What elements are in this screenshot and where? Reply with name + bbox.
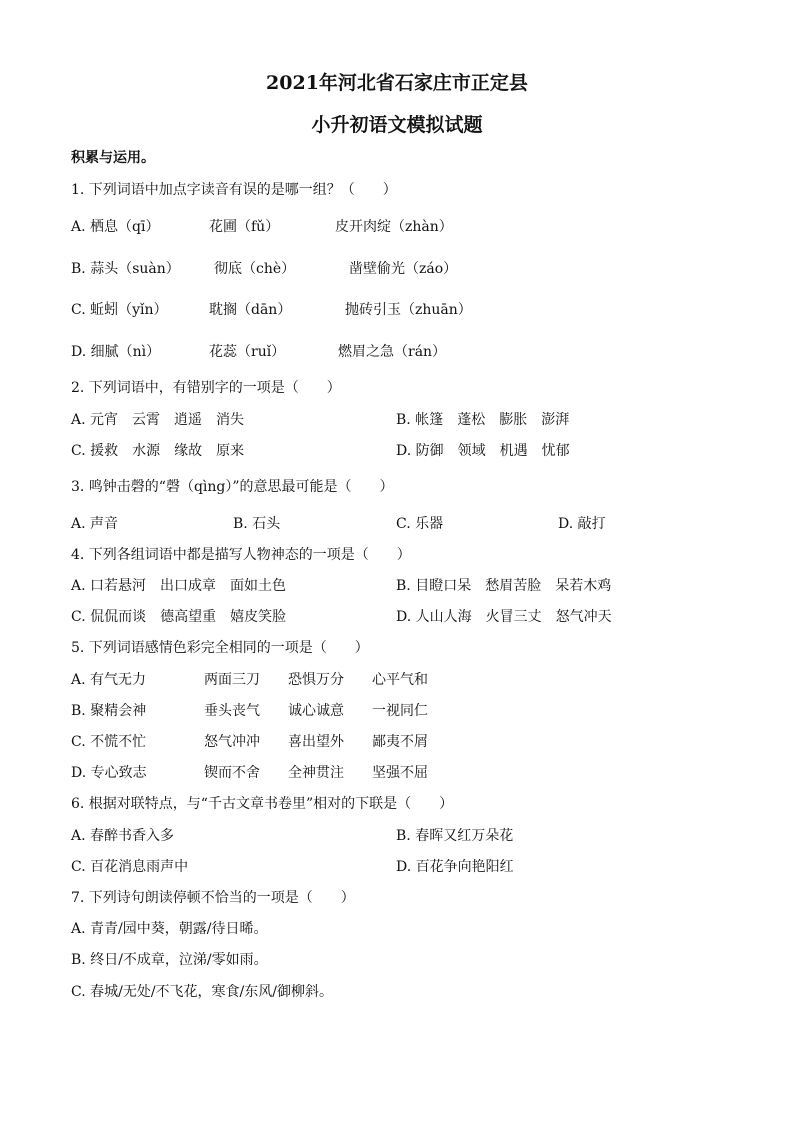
q5-option-c: C. 不慌不忙 (71, 734, 147, 750)
q5-option-c-word2: 怒气冲冲 (204, 734, 260, 750)
question-4-stem: 4. 下列各组词语中都是描写人物神态的一项是（ ） (71, 547, 411, 563)
q7-option-b: B. 终日/不成章，泣涕/零如雨。 (71, 952, 268, 968)
q5-option-d: D. 专心致志 (71, 765, 147, 781)
q1-option-d-word3: 燃眉之急（rán） (338, 344, 447, 360)
q3-option-a: A. 声音 (71, 516, 119, 532)
q2-option-c: C. 援救 水源 缘故 原来 (71, 443, 245, 459)
q5-option-a-word3: 恐惧万分 (288, 672, 344, 688)
question-3-stem: 3. 鸣钟击磬的“磬（qìng）”的意思最可能是（ ） (71, 479, 394, 495)
q5-option-a-word2: 两面三刀 (204, 672, 260, 688)
q5-option-d-word4: 坚强不屈 (372, 765, 428, 781)
q4-option-b: B. 目瞪口呆 愁眉苦脸 呆若木鸡 (396, 578, 612, 594)
q7-option-a: A. 青青/园中葵，朝露/待日晞。 (71, 921, 268, 937)
q2-option-d: D. 防御 领域 机遇 忧郁 (396, 443, 570, 459)
section-heading: 积累与运用。 (71, 150, 155, 166)
q3-option-c: C. 乐器 (396, 516, 444, 532)
question-5-stem: 5. 下列词语感情色彩完全相同的一项是（ ） (71, 640, 369, 656)
q1-option-a-word3: 皮开肉绽（zhàn） (335, 219, 453, 235)
q5-option-b-word4: 一视同仁 (372, 703, 428, 719)
q5-option-a-word4: 心平气和 (372, 672, 428, 688)
q5-option-b-word3: 诚心诚意 (288, 703, 344, 719)
q7-option-c: C. 春城/无处/不飞花，寒食/东风/御柳斜。 (71, 984, 333, 1000)
q6-option-b: B. 春晖又红万朵花 (396, 828, 514, 844)
q3-option-d: D. 敲打 (558, 516, 606, 532)
question-1-stem: 1. 下列词语中加点字读音有误的是哪一组？（ ） (71, 182, 397, 198)
q4-option-a: A. 口若悬河 出口成章 面如土色 (71, 578, 287, 594)
q6-option-a: A. 春醉书香入多 (71, 828, 175, 844)
paper-title: 2021年河北省石家庄市正定县 (266, 72, 528, 94)
paper-subtitle: 小升初语文模拟试题 (311, 114, 483, 136)
q1-option-d: D. 细腻（nì） (71, 344, 161, 360)
q2-option-b: B. 帐篷 蓬松 膨胀 澎湃 (396, 412, 570, 428)
q5-option-c-word4: 鄙夷不屑 (372, 734, 428, 750)
q1-option-c: C. 蚯蚓（yǐn） (71, 302, 168, 318)
q1-option-b-word2: 彻底（chè） (214, 261, 296, 277)
q1-option-b: B. 蒜头（suàn） (71, 261, 180, 277)
q1-option-a-word2: 花圃（fǔ） (209, 219, 280, 235)
question-6-stem: 6. 根据对联特点，与“千古文章书卷里”相对的下联是（ ） (71, 796, 454, 812)
q5-option-a: A. 有气无力 (71, 672, 147, 688)
q3-option-b: B. 石头 (233, 516, 281, 532)
question-2-stem: 2. 下列词语中，有错别字的一项是（ ） (71, 380, 341, 396)
q5-option-b: B. 聚精会神 (71, 703, 147, 719)
q6-option-d: D. 百花争向艳阳红 (396, 859, 514, 875)
question-7-stem: 7. 下列诗句朗读停顿不恰当的一项是（ ） (71, 890, 355, 906)
q6-option-c: C. 百花消息雨声中 (71, 859, 189, 875)
q5-option-d-word2: 锲而不舍 (204, 765, 260, 781)
q1-option-d-word2: 花蕊（ruǐ） (209, 344, 286, 360)
q5-option-c-word3: 喜出望外 (288, 734, 344, 750)
q4-option-c: C. 侃侃而谈 德高望重 嬉皮笑脸 (71, 609, 287, 625)
q4-option-d: D. 人山人海 火冒三丈 怒气冲天 (396, 609, 612, 625)
q5-option-b-word2: 垂头丧气 (204, 703, 260, 719)
q1-option-c-word3: 抛砖引玉（zhuān） (345, 302, 472, 318)
q1-option-a: A. 栖息（qī） (71, 219, 160, 235)
q1-option-b-word3: 凿壁偷光（záo） (349, 261, 458, 277)
q5-option-d-word3: 全神贯注 (288, 765, 344, 781)
q1-option-c-word2: 耽搁（dān） (209, 302, 292, 318)
q2-option-a: A. 元宵 云霄 逍遥 消失 (71, 412, 245, 428)
